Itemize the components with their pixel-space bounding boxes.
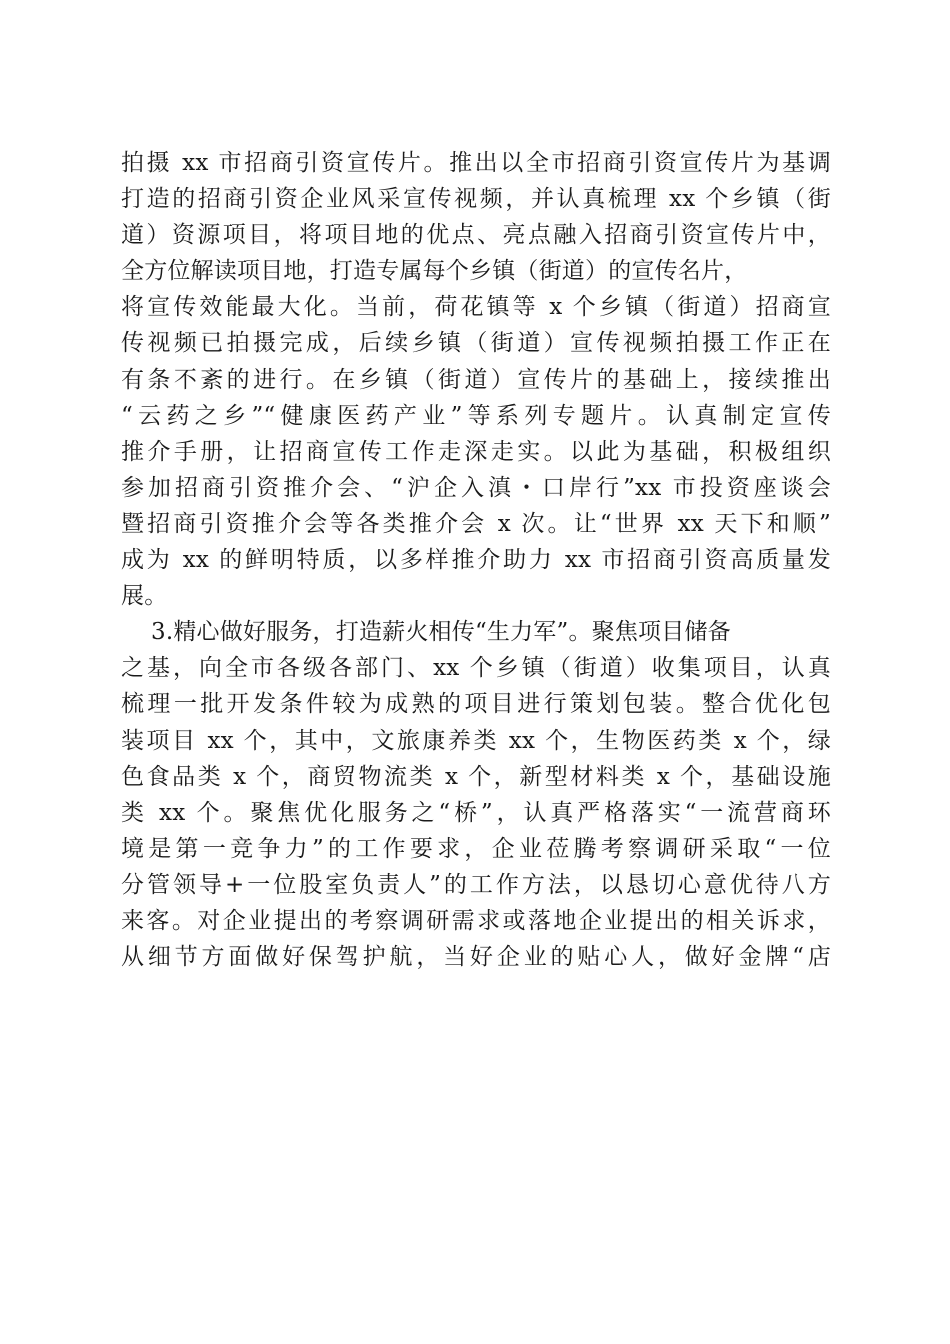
paragraph-1-line: 传视频已拍摄完成，后续乡镇（街道）宣传视频拍摄工作正在: [121, 330, 831, 357]
paragraph-2-line: 来客。对企业提出的考察调研需求或落地企业提出的相关诉求，: [121, 907, 831, 934]
paragraph-2-line: 装项目 xx 个，其中，文旅康养类 xx 个，生物医药类 x 个，绿: [121, 727, 831, 754]
paragraph-1-line: “云药之乡”“健康医药产业”等系列专题片。认真制定宣传: [121, 402, 831, 429]
paragraph-1-line: 拍摄 xx 市招商引资宣传片。推出以全市招商引资宣传片为基调: [121, 150, 831, 176]
paragraph-1-line: 成为 xx 的鲜明特质，以多样推介助力 xx 市招商引资高质量发: [121, 547, 831, 574]
paragraph-1-line: 将宣传效能最大化。当前，荷花镇等 x 个乡镇（街道）招商宣: [121, 294, 831, 321]
paragraph-1-line: 展。: [121, 583, 168, 610]
paragraph-1-line: 推介手册，让招商宣传工作走深走实。以此为基础，积极组织: [121, 438, 831, 465]
paragraph-1-line: 打造的招商引资企业风采宣传视频，并认真梳理 xx 个乡镇（街: [121, 186, 831, 213]
paragraph-2-line: 类 xx 个。聚焦优化服务之“桥”，认真严格落实“一流营商环: [121, 799, 831, 826]
paragraph-1-line: 全方位解读项目地，打造专属每个乡镇（街道）的宣传名片，: [121, 258, 748, 285]
paragraph-2-line: 从细节方面做好保驾护航，当好企业的贴心人，做好金牌“店: [121, 944, 831, 971]
paragraph-1-line: 有条不紊的进行。在乡镇（街道）宣传片的基础上，接续推出: [121, 366, 831, 393]
paragraph-1-line: 参加招商引资推介会、“沪企入滇・口岸行”xx 市投资座谈会: [121, 474, 831, 501]
paragraph-2: [121, 614, 831, 975]
paragraph-2-line: 分管领导+一位股室负责人”的工作方法，以恳切心意优待八方: [121, 871, 831, 898]
paragraph-2-line: 色食品类 x 个，商贸物流类 x 个，新型材料类 x 个，基础设施: [121, 763, 831, 790]
paragraph-2-line: 境是第一竞争力”的工作要求，企业莅腾考察调研采取“一位: [121, 835, 831, 862]
paragraph-1-line: 暨招商引资推介会等各类推介会 x 次。让“世界 xx 天下和顺”: [121, 510, 831, 537]
paragraph-2-line: 3.精心做好服务，打造薪火相传“生力军”。聚焦项目储备: [151, 619, 731, 646]
paragraph-2-line: 之基，向全市各级各部门、xx 个乡镇（街道）收集项目，认真: [121, 655, 831, 682]
paragraph-1: [121, 145, 831, 614]
paragraph-1-line: 道）资源项目，将项目地的优点、亮点融入招商引资宣传片中，: [121, 222, 831, 249]
paragraph-2-line: 梳理一批开发条件较为成熟的项目进行策划包装。整合优化包: [121, 691, 831, 718]
document-body: [121, 145, 831, 975]
